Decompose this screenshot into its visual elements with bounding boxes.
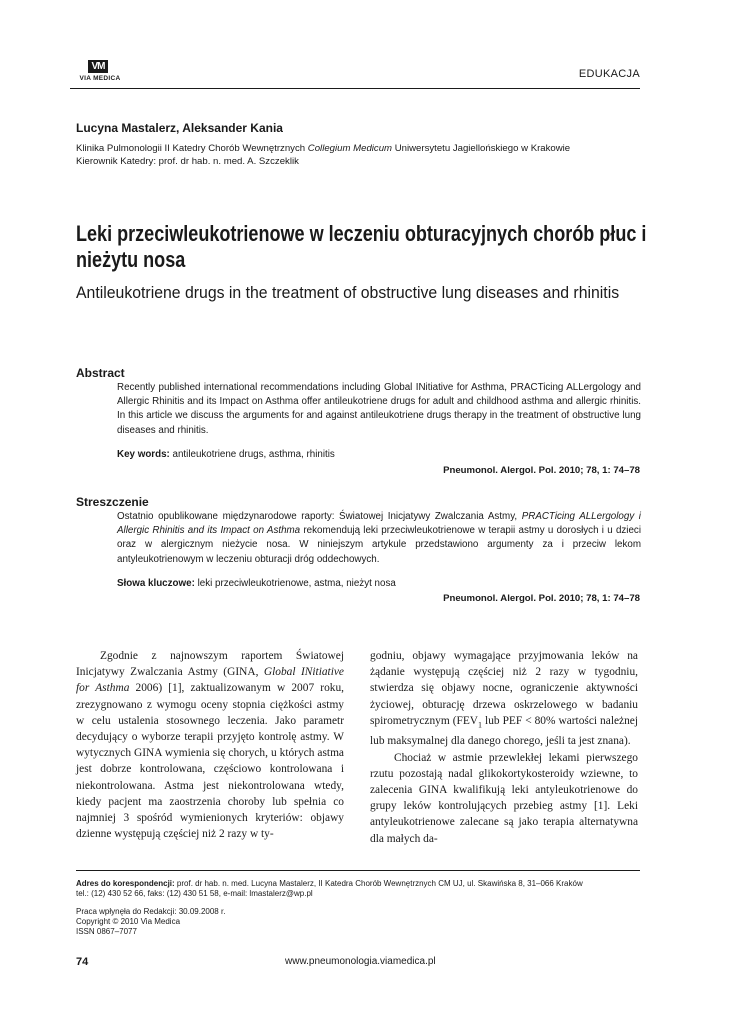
body-paragraph-continued: godniu, objawy wymagające przyjmowania leków na żądanie występują częściej niż 2 razy w tygodniu, stwierdza się objawy nocne, ograniczenie aktywności życiowej, obturację drzewa oskrzelowego w badaniu spirometrycznym ($FEV_1$ lub PEF < 80% wartości należnej lub maksymalnej dla danego chorego, jeśli ta jest znana). [370, 650, 639, 748]
abstract-heading: Abstract [76, 366, 125, 380]
body-column-left [76, 648, 344, 842]
title-polish: Leki przeciwleukotrienowe w leczeniu obturacyjnych chorób płuc i nieżytu nosa [76, 221, 647, 272]
header-rule [70, 88, 640, 89]
logo-text: VIA MEDICA [79, 75, 121, 82]
affiliation-line-2: Kierownik Katedry: prof. dr hab. n. med. A. Szczeklik [76, 156, 299, 167]
authors: Lucyna Mastalerz, Aleksander Kania [76, 121, 283, 135]
body-paragraph: Chociaż w astmie przewlekłej lekami pierwszego rzutu pozostają nadal glikokortykosteroidy wziewne, to zalecenia GINA kwalifikują leki antyleukotrienowe do grupy leków kontrolujących przebieg astmy [1]. Leki antyleukotrienowe zalecane są jako terapia alternatywna dla małych da- [370, 751, 638, 845]
title-english: Antileukotriene drugs in the treatment of obstructive lung diseases and rhinitis [76, 283, 620, 302]
received-date: Praca wpłynęła do Redakcji: 30.09.2008 r. [76, 907, 226, 916]
body-paragraph-carry: godniu, objawy wymagające przyjmowania leków na żądanie występują częściej niż 2 razy w tygodniu, stwierdza się objawy nocne, ograniczenie aktywności życiowej, obturację drzewa oskrzelowego w badaniu spirometrycznym (FEV [370, 650, 638, 727]
correspondence-address: Adres do korespondencji: prof. dr hab. n. med. Lucyna Mastalerz, II Katedra Chorób Wewnętrznych CM UJ, ul. Skawińska 8, 31–066 Kraków [76, 879, 583, 888]
citation-english: Pneumonol. Alergol. Pol. 2010; 78, 1: 74–78 [443, 465, 640, 476]
page-number: 74 [76, 956, 89, 968]
abstract-body: Recently published international recommendations including Global INitiative for Asthma, PRACTicing ALLergology and Allergic Rhinitis and its Impact on Asthma offer antileukotriene drugs for adult and childhood asthma and allergic rhinitis. In this article we discuss the arguments for and against antileukotriene drugs therapy in the treatment of obstructive lung diseases and rhinitis. [117, 382, 641, 436]
keywords-polish: Słowa kluczowe: leki przeciwleukotrienowe, astma, nieżyt nosa [117, 578, 396, 589]
citation-polish: Pneumonol. Alergol. Pol. 2010; 78, 1: 74–78 [443, 593, 640, 604]
journal-url[interactable]: www.pneumonologia.viamedica.pl [285, 956, 436, 967]
body-paragraph: Zgodnie z najnowszym raportem Światowej Inicjatywy Zwalczania Astmy (GINA, Global INitiative for Asthma 2006) [1], zaktualizowanym w 2007 roku, zrezygnowano z wymogu oceny stopnia ciężkości astmy w celu ustalenia stosownego leczenia. Jako parametr decydujący o wyborze terapii przyjęto kontrolę astmy. W wytycznych GINA wymienia się chorych, u których astma jest dobrze kontrolowana, częściowo kontrolowana i niekontrolowana. Astma jest niekontrolowana wtedy, kiedy pacjent ma zaostrzenia choroby lub spełnia co najmniej 3 spośród wymienionych kryteriów: objawy dzienne występują częściej niż 2 razy w ty- [76, 650, 345, 841]
section-label: EDUKACJA [578, 68, 640, 80]
publisher-logo [70, 60, 130, 86]
fev-subscript: 1 [478, 720, 483, 730]
correspondence-contact: tel.: (12) 430 52 66, faks: (12) 430 51 58, e-mail: lmastalerz@wp.pl [76, 889, 313, 898]
body-column-right [370, 648, 638, 847]
copyright: Copyright © 2010 Via Medica [76, 917, 181, 926]
footer-rule [76, 870, 640, 871]
issn: ISSN 0867–7077 [76, 927, 137, 936]
logo-mark: VM [88, 60, 108, 73]
affiliation-line-1: Klinika Pulmonologii II Katedry Chorób Wewnętrznych Collegium Medicum Uniwersytetu Jagiellońskiego w Krakowie [76, 143, 571, 154]
streszczenie-heading: Streszczenie [76, 495, 149, 509]
keywords-english: Key words: antileukotriene drugs, asthma, rhinitis [117, 449, 335, 460]
streszczenie-body: Ostatnio opublikowane międzynarodowe raporty: Światowej Inicjatywy Zwalczania Astmy, PRACTicing ALLergology i Allergic Rhinitis and its Impact on Asthma rekomendują leki przeciwleukotrienowe w terapii astmy u dorosłych i u dzieci oraz w alergicznym nieżycie nosa. W niniejszym artykule przedstawiono argumenty za i przeciw lekom antyleukotrienowym w leczeniu obturacji dróg oddechowych. [117, 511, 641, 565]
